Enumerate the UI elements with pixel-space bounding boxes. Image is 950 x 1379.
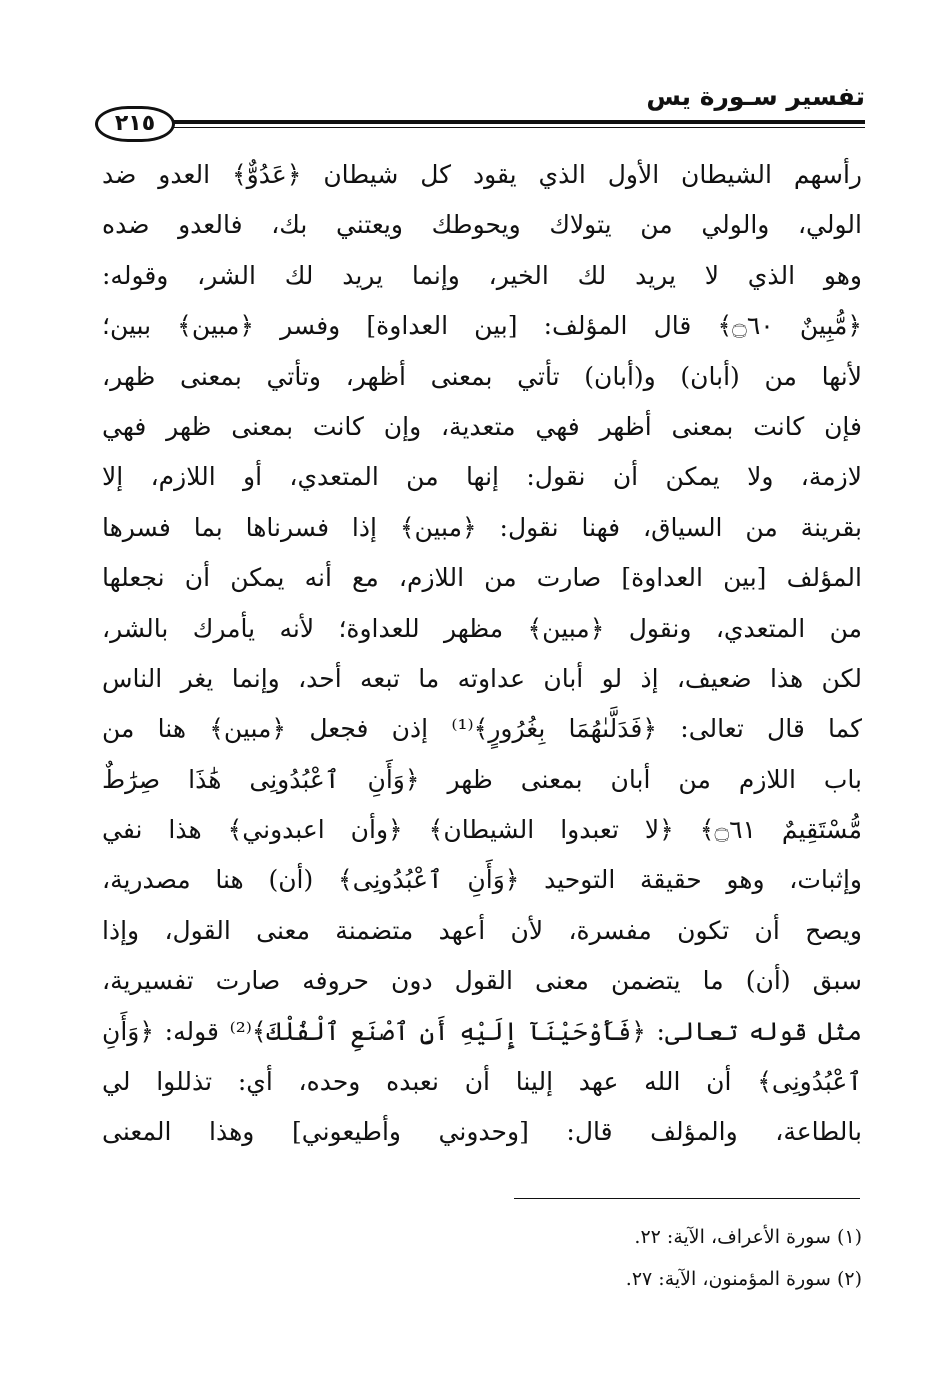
header-rule — [157, 120, 865, 124]
running-title: تفسير سـورة يس — [646, 82, 865, 111]
text-line: لازمة، ولا يمكن أن نقول: إنها من المتعدي، أو اللازم، إلا — [102, 462, 862, 492]
footnote-1: (١) سورة الأعراف، الآية: ٢٢. — [634, 1226, 862, 1248]
text-line: لكن هذا ضعيف، إذ لو أبان عداوته ما تبعه أحد، وإنما يغر الناس — [102, 663, 862, 693]
header-rule-thin — [157, 127, 865, 128]
text-line: وهو الذي لا يريد لك الخير، وإنما يريد لك الشر، وقوله: — [102, 260, 862, 290]
text-line: بالطاعة، والمؤلف قال: [وحدوني وأطيعوني] وهذا المعنى — [102, 1117, 862, 1147]
text-line: ﴿مُّبِينٌ ۝٦٠﴾ قال المؤلف: [بين العداوة] وفسر ﴿مبين﴾ ببين؛ — [102, 311, 862, 341]
text-line: الولي، والولي من يتولاك ويحوطك ويعتني بك، فالعدو ضده — [102, 210, 862, 240]
text-line: ويصح أن تكون مفسرة، لأن أعهد متضمنة معنى القول، وإذا — [102, 915, 862, 945]
text-line: مُّسْتَقِيمٌ ۝٦١﴾ ﴿لا تعبدوا الشيطان﴾ ﴿وأن اعبدوني﴾ هذا نفي — [102, 815, 862, 845]
text-line: لأنها من (أبان) و(أبان) تأتي بمعنى أظهر، وتأتي بمعنى ظهر، — [102, 361, 862, 391]
text-line: كما قال تعالى: ﴿فَدَلَّىٰهُمَا بِغُرُورٍ﴾⁽¹⁾ إذن فجعل ﴿مبين﴾ هنا من — [102, 714, 862, 744]
text-line: رأسهم الشيطان الأول الذي يقود كل شيطان ﴿عَدُوٌّ﴾ العدو ضد — [102, 160, 862, 189]
footnote-separator — [514, 1198, 860, 1199]
body-text — [102, 150, 862, 1158]
text-line: المؤلف [بين العداوة] صارت من اللازم، مع أنه يمكن أن نجعلها — [102, 563, 862, 593]
page-number-badge: ٢١٥ — [95, 106, 175, 142]
footnote-2: (٢) سورة المؤمنون، الآية: ٢٧. — [625, 1268, 862, 1290]
text-line: وإثبات، وهو حقيقة التوحيد ﴿وَأَنِ ٱعْبُدُونِى﴾ (أن) هنا مصدرية، — [102, 865, 862, 895]
text-line: ٱعْبُدُونِى﴾ أن الله عهد إلينا أن نعبده وحده، أي: تذللوا لي — [102, 1067, 862, 1097]
text-line: سبق (أن) ما يتضمن معنى القول دون حروفه صارت تفسيرية، — [102, 966, 862, 996]
text-line: فإن كانت بمعنى أظهر فهي متعدية، وإن كانت بمعنى ظهر فهي — [102, 411, 862, 441]
text-line: بقرينة من السياق، فهنا نقول: ﴿مبين﴾ إذا فسرناها بما فسرها — [102, 512, 862, 542]
page-header — [95, 80, 865, 140]
text-line: باب اللازم من أبان بمعنى ظهر ﴿وَأَنِ ٱعْبُدُونِى هَٰذَا صِرَٰطٌ — [102, 764, 862, 794]
text-line: مثل قوله تعالى: ﴿فَأَوْحَيْنَآ إِلَيْهِ أَنِ ٱصْنَعِ ٱلْفُلْكَ﴾⁽²⁾ قوله: ﴿وَأَنِ — [102, 1016, 862, 1046]
footnotes — [400, 1216, 862, 1300]
text-line: من المتعدي، ونقول ﴿مبين﴾ مظهر للعداوة؛ لأنه يأمرك بالشر، — [102, 613, 862, 643]
